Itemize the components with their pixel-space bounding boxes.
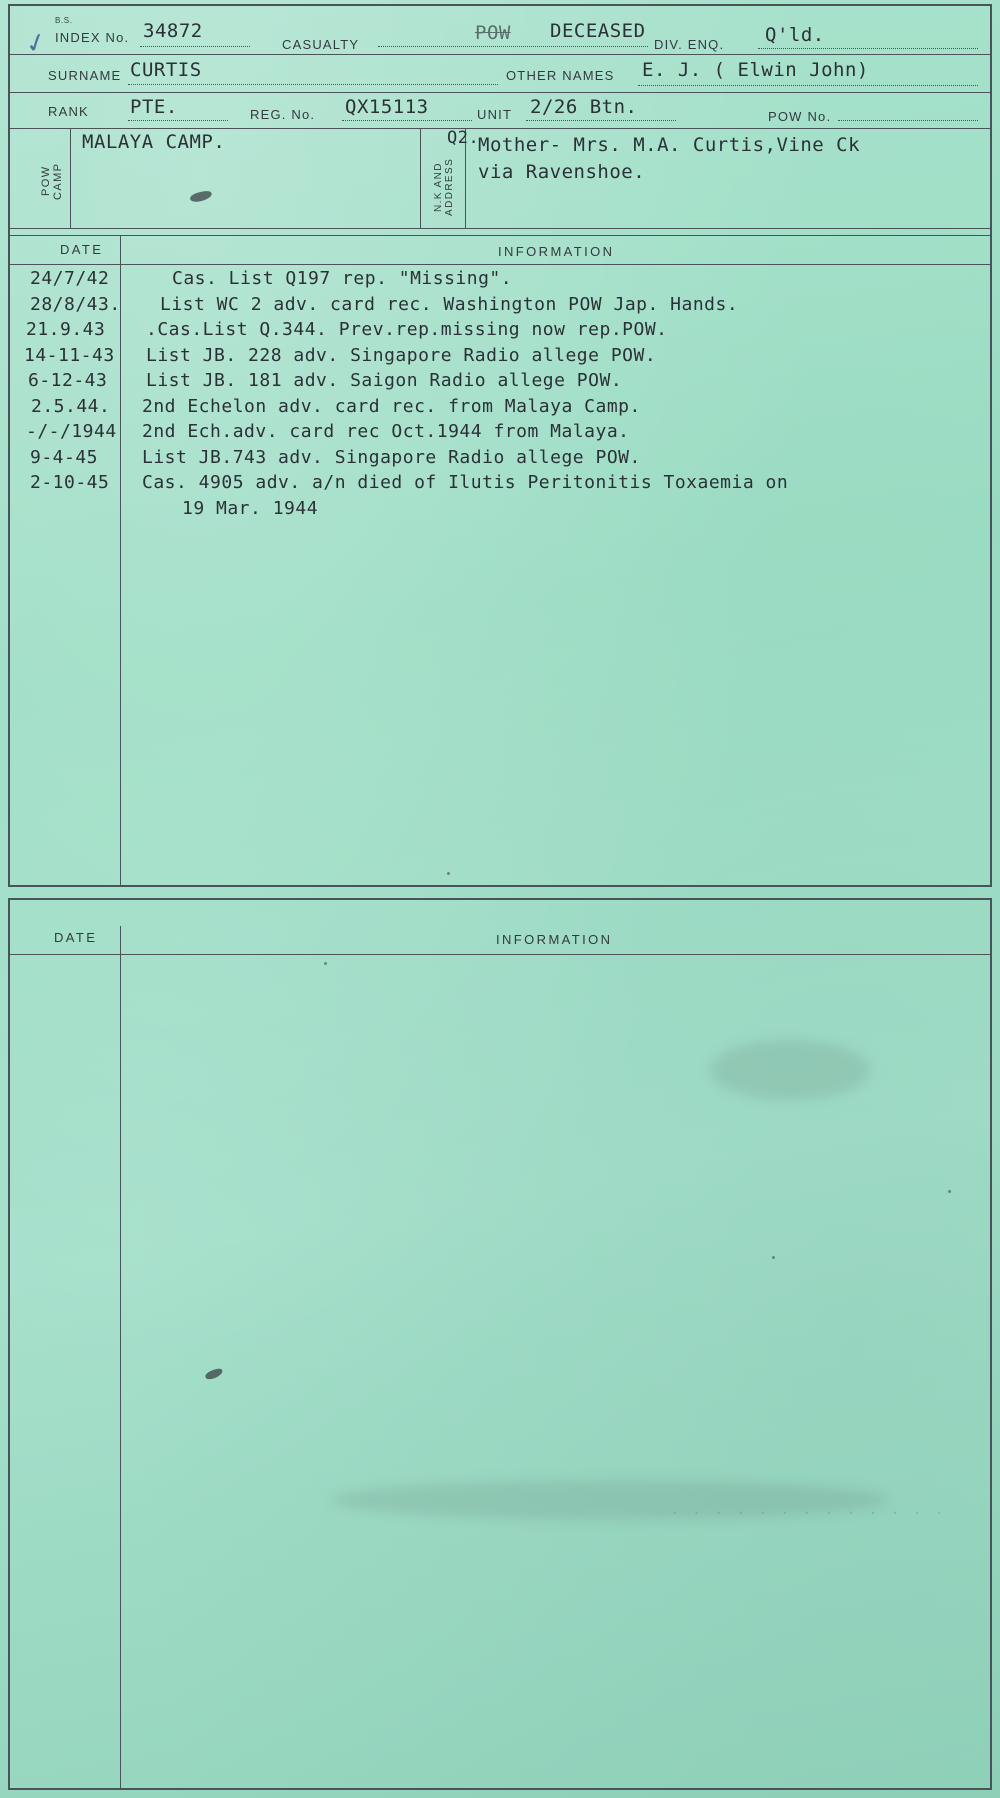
reg-no-label: REG. No.: [250, 107, 316, 122]
other-names-underline: [638, 85, 978, 86]
back-date-header: DATE: [54, 930, 98, 945]
casualty-struck-value: POW: [475, 22, 511, 44]
table-header-rule: [10, 264, 990, 265]
header-rule-5: [10, 235, 990, 236]
front-row-info-1: List WC 2 adv. card rec. Washington POW Jap. Hands.: [160, 294, 739, 315]
div-enq-underline: [758, 48, 978, 49]
other-names-label: OTHER NAMES: [506, 68, 615, 83]
index-no-underline: [140, 46, 250, 47]
pow-camp-divider: [70, 128, 71, 228]
header-rule-3: [10, 128, 990, 129]
front-row-info-5: 2nd Echelon adv. card rec. from Malaya Camp.: [142, 396, 641, 417]
next-of-kin-ref: Q2.: [447, 128, 480, 148]
other-names-value: E. J. ( Elwin John): [642, 59, 869, 81]
surname-label: SURNAME: [48, 68, 122, 83]
next-of-kin-line1: Mother- Mrs. M.A. Curtis,Vine Ck: [478, 134, 861, 156]
back-date-column-divider: [120, 926, 121, 1788]
paper-speck-3: [772, 1256, 775, 1259]
front-row-info-6: 2nd Ech.adv. card rec Oct.1944 from Malaya.: [142, 421, 630, 442]
paper-smudge-1: [710, 1040, 870, 1100]
back-information-header: INFORMATION: [496, 932, 613, 947]
front-row-info-3: List JB. 228 adv. Singapore Radio allege POW.: [146, 345, 657, 366]
front-row-info-7: List JB.743 adv. Singapore Radio allege POW.: [142, 447, 641, 468]
casualty-card-back: [8, 898, 992, 1790]
header-rule-4: [10, 228, 990, 229]
casualty-underline: [378, 46, 648, 47]
front-row-date-0: 24/7/42: [30, 268, 110, 289]
paper-speck-1: [447, 872, 450, 875]
form-code-label: B.S.: [55, 16, 73, 25]
front-row-info-2: .Cas.List Q.344. Prev.rep.missing now rep.POW.: [146, 319, 668, 340]
front-row-info-4: List JB. 181 adv. Saigon Radio allege POW.: [146, 370, 623, 391]
front-row-date-3: 14-11-43: [24, 345, 115, 366]
faint-bleed-text: . . . . . . . . . . . . .: [670, 1500, 946, 1518]
header-rule-1: [10, 54, 990, 55]
pow-camp-value: MALAYA CAMP.: [82, 131, 226, 153]
unit-underline: [526, 120, 676, 121]
casualty-card-front: [8, 4, 992, 887]
index-no-label: INDEX No.: [55, 30, 130, 45]
casualty-value: DECEASED: [550, 20, 646, 42]
pow-no-underline: [838, 120, 978, 121]
pen-initial-mark: ✓: [21, 26, 52, 62]
rank-underline: [128, 120, 228, 121]
rank-value: PTE.: [130, 96, 178, 118]
front-row-date-6: -/-/1944: [26, 421, 117, 442]
div-enq-value: Q'ld.: [765, 24, 825, 46]
back-table-header-rule: [10, 954, 990, 955]
next-of-kin-label: N.K AND ADDRESS: [433, 157, 455, 217]
rank-label: RANK: [48, 104, 89, 119]
index-no-value: 34872: [143, 20, 203, 42]
front-row-date-4: 6-12-43: [28, 370, 108, 391]
header-rule-2: [10, 92, 990, 93]
div-enq-label: DIV. ENQ.: [654, 37, 725, 52]
paper-speck-4: [948, 1190, 951, 1193]
front-date-header: DATE: [60, 242, 104, 257]
pow-no-label: POW No.: [768, 109, 832, 124]
front-row-info-8: Cas. 4905 adv. a/n died of Ilutis Peritonitis Toxaemia on: [142, 472, 789, 493]
unit-label: UNIT: [477, 107, 513, 122]
casualty-label: CASUALTY: [282, 37, 360, 52]
surname-underline: [128, 84, 498, 85]
front-row-date-5: 2.5.44.: [31, 396, 111, 417]
front-row-date-2: 21.9.43: [26, 319, 106, 340]
pow-camp-label: POW CAMP: [40, 162, 64, 200]
front-information-header: INFORMATION: [498, 244, 615, 259]
reg-no-underline: [342, 120, 472, 121]
front-row-info-9: 19 Mar. 1944: [182, 498, 319, 519]
surname-value: CURTIS: [130, 59, 202, 81]
ink-blot-back: [204, 1367, 224, 1381]
ink-blot-front: [189, 190, 212, 203]
front-row-date-1: 28/8/43.: [30, 294, 121, 315]
unit-value: 2/26 Btn.: [530, 96, 638, 118]
reg-no-value: QX15113: [345, 96, 429, 118]
date-column-divider: [120, 235, 121, 885]
nk-divider-left: [420, 128, 421, 228]
front-row-date-7: 9-4-45: [30, 447, 99, 468]
front-row-date-8: 2-10-45: [30, 472, 110, 493]
next-of-kin-line2: via Ravenshoe.: [478, 161, 646, 183]
front-row-info-0: Cas. List Q197 rep. "Missing".: [172, 268, 513, 289]
paper-speck-2: [324, 962, 327, 965]
